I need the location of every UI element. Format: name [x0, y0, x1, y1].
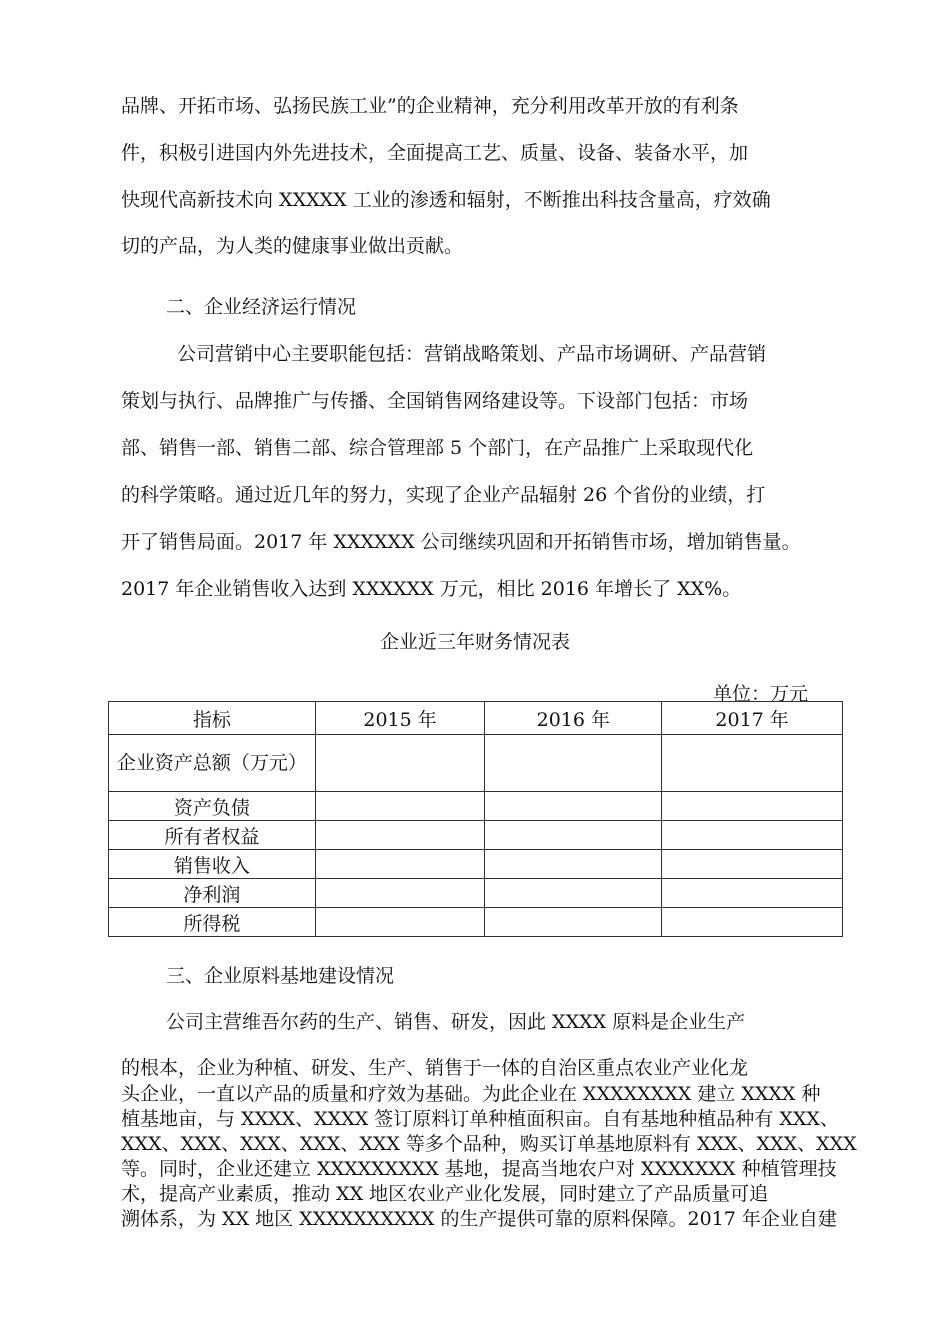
table-cell: 所有者权益: [109, 821, 316, 850]
table-header-cell: 2016 年: [485, 702, 662, 735]
table-row: [109, 821, 843, 850]
table-cell: [662, 821, 843, 850]
text-line: 部、销售一部、销售二部、综合管理部 5 个部门，在产品推广上采取现代化: [121, 437, 754, 459]
table-cell: [315, 735, 485, 792]
table-cell: [315, 792, 485, 821]
table-cell: [662, 879, 843, 908]
financial-table: [108, 701, 843, 937]
text-line: 植基地亩，与 XXXX、XXXX 签订原料订单种植面积亩。自有基地种植品种有 XXX、: [121, 1108, 839, 1130]
table-cell: [662, 908, 843, 937]
table-header-row: [109, 702, 843, 735]
table-cell: 企业资产总额（万元）: [109, 735, 316, 792]
table-cell: [662, 792, 843, 821]
text-line: 开了销售局面。2017 年 XXXXXX 公司继续巩固和开拓销售市场，增加销售量。: [121, 531, 801, 553]
table-cell: [485, 879, 662, 908]
text-line: 件，积极引进国内外先进技术，全面提高工艺、质量、设备、装备水平，加: [121, 142, 749, 164]
text-line: 头企业，一直以产品的质量和疗效为基础。为此企业在 XXXXXXXX 建立 XXXX 种: [121, 1083, 821, 1105]
text-line: 切的产品，为人类的健康事业做出贡献。: [121, 235, 464, 257]
text-line: 等。同时，企业还建立 XXXXXXXXX 基地，提高当地农户对 XXXXXXX 种植管理技: [121, 1158, 837, 1180]
text-line: 溯体系，为 XX 地区 XXXXXXXXXX 的生产提供可靠的原料保障。2017 年企业自建: [121, 1208, 837, 1230]
text-line: 公司主营维吾尔药的生产、销售、研发，因此 XXXX 原料是企业生产: [166, 1011, 746, 1033]
text-line: 的科学策略。通过近几年的努力，实现了企业产品辐射 26 个省份的业绩，打: [121, 484, 766, 506]
text-line: 术，提高产业素质，推动 XX 地区农业产业化发展，同时建立了产品质量可追: [121, 1183, 769, 1205]
table-cell: [485, 908, 662, 937]
section-heading-materials: 三、企业原料基地建设情况: [166, 965, 395, 987]
table-cell: [485, 821, 662, 850]
table-cell: [662, 850, 843, 879]
table-cell: [315, 879, 485, 908]
table-header-cell: 2017 年: [662, 702, 843, 735]
table-row: [109, 850, 843, 879]
table-row: [109, 908, 843, 937]
text-line: 2017 年企业销售收入达到 XXXXXX 万元，相比 2016 年增长了 XX%。: [121, 578, 742, 600]
table-cell: 销售收入: [109, 850, 316, 879]
table-cell: [315, 850, 485, 879]
text-line: 品牌、开拓市场、弘扬民族工业”的企业精神，充分利用改革开放的有利条: [121, 95, 739, 117]
section-heading-economy: 二、企业经济运行情况: [166, 296, 357, 318]
text-line: 的根本，企业为种植、研发、生产、销售于一体的自治区重点农业产业化龙: [121, 1057, 749, 1079]
table-cell: [485, 792, 662, 821]
table-cell: [662, 735, 843, 792]
table-header-cell: 2015 年: [315, 702, 485, 735]
table-row: [109, 735, 843, 792]
table-cell: [485, 850, 662, 879]
table-cell: 所得税: [109, 908, 316, 937]
table-cell: 净利润: [109, 879, 316, 908]
text-line: 公司营销中心主要职能包括：营销战略策划、产品市场调研、产品营销: [177, 343, 767, 365]
table-title: 企业近三年财务情况表: [379, 631, 570, 653]
table-cell: [315, 908, 485, 937]
table-cell: [485, 735, 662, 792]
text-line: 快现代高新技术向 XXXXX 工业的渗透和辐射，不断推出科技含量高，疗效确: [121, 189, 771, 211]
table-row: [109, 879, 843, 908]
table-unit: 单位：万元: [713, 683, 809, 705]
table-row: [109, 792, 843, 821]
text-line: 策划与执行、品牌推广与传播、全国销售网络建设等。下设部门包括：市场: [121, 390, 749, 412]
table-header-cell: 指标: [109, 702, 316, 735]
table-cell: 资产负债: [109, 792, 316, 821]
text-line: XXX、XXX、XXX、XXX、XXX 等多个品种，购买订单基地原料有 XXX、XXX、XXX: [121, 1133, 857, 1155]
table-cell: [315, 821, 485, 850]
